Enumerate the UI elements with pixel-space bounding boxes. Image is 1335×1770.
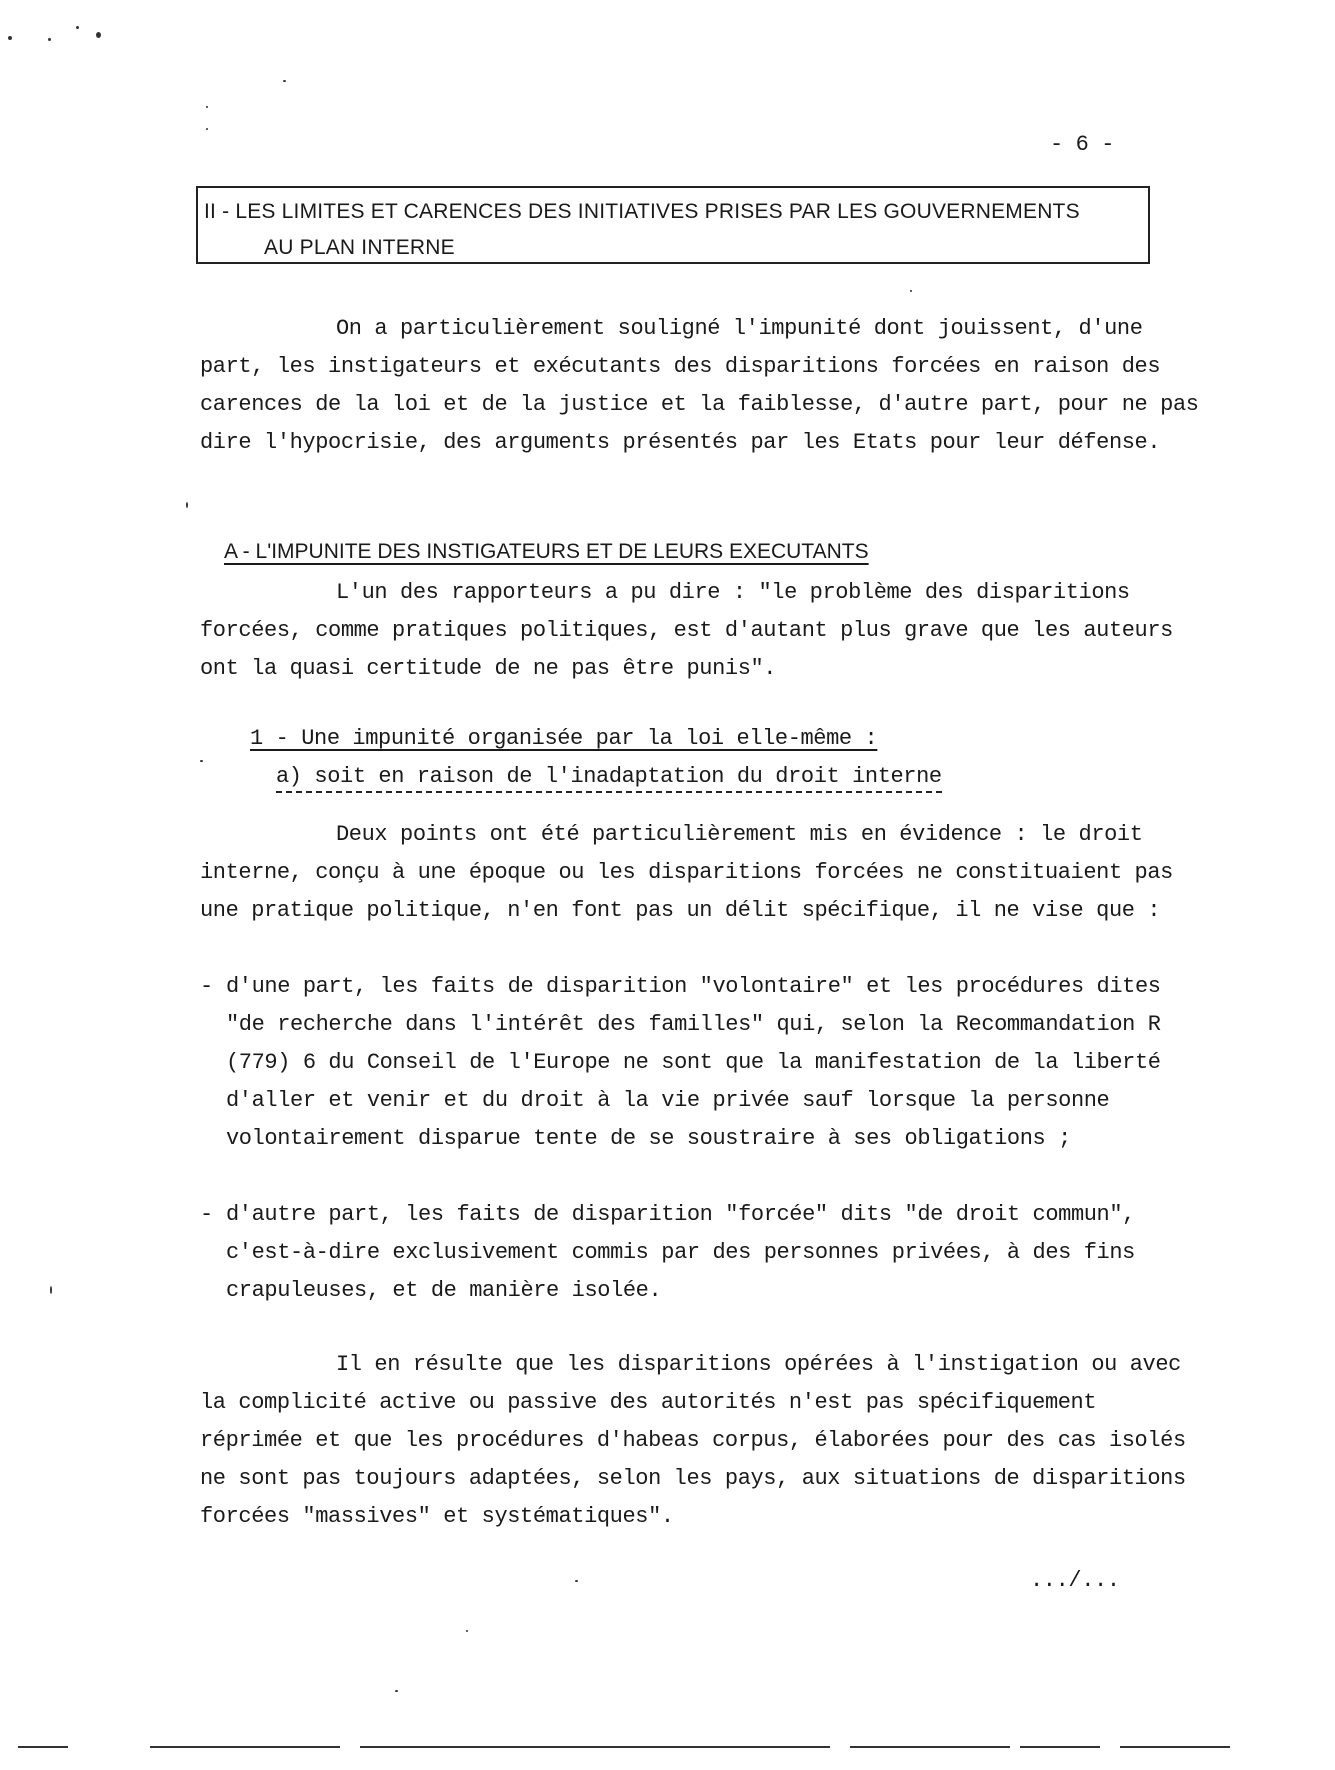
footer-rule	[1120, 1746, 1230, 1748]
footer-rule	[1020, 1746, 1100, 1748]
section-title-line1: II - LES LIMITES ET CARENCES DES INITIATIVES PRISES PAR LES GOUVERNEMENTS	[204, 200, 1080, 223]
paragraph-1a-text: Deux points ont été particulièrement mis en évidence : le droit interne, conçu à une époque ou les disparitions forcées ne constituaient pas une pratique politique, n'en font pas un délit spécifique, il ne vise que :	[200, 822, 1173, 923]
scan-speck	[76, 26, 79, 29]
footer-rule	[150, 1746, 340, 1748]
section-title-box	[196, 186, 1150, 264]
bullet-dash: -	[200, 1202, 213, 1227]
intro-paragraph-text: On a particulièrement souligné l'impunité dont jouissent, d'une part, les instigateurs et exécutants des disparitions forcées en raison des carences de la loi et de la justice et la faiblesse, d'autre part, pour ne pas dire l'hypocrisie, des arguments présentés par les Etats pour leur défense.	[200, 316, 1199, 455]
footer-rule	[360, 1746, 830, 1748]
intro-paragraph	[200, 310, 1200, 462]
scan-speck	[283, 80, 286, 82]
paragraph-a	[200, 574, 1200, 688]
scan-speck	[206, 106, 208, 108]
scan-speck	[186, 502, 188, 508]
page-number: - 6 -	[1050, 132, 1115, 157]
subheading-1: 1 - Une impunité organisée par la loi elle-même :	[250, 726, 878, 751]
scan-speck	[50, 1286, 52, 1294]
bullet-item	[200, 968, 1210, 1158]
closing-paragraph-text: Il en résulte que les disparitions opérées à l'instigation ou avec la complicité active ou passive des autorités n'est pas spécifiquement réprimée et que les procédures d'habeas corpus, élaborées pour des cas isolés ne sont pas toujours adaptées, selon les pays, aux situations de disparitions forcées "massives" et systématiques".	[200, 1352, 1186, 1529]
continuation-mark: .../...	[1030, 1568, 1120, 1593]
scan-speck	[8, 36, 12, 40]
bullet-item	[200, 1196, 1210, 1310]
scan-speck	[466, 1630, 468, 1632]
bullet-text: d'autre part, les faits de disparition "forcée" dits "de droit commun", c'est-à-dire exclusivement commis par des personnes privées, à des fins crapuleuses, et de manière isolée.	[226, 1202, 1135, 1303]
closing-paragraph	[200, 1346, 1200, 1536]
scan-speck	[395, 1690, 398, 1692]
section-title-line2: AU PLAN INTERNE	[264, 236, 455, 259]
footer-rule	[18, 1746, 68, 1748]
scan-speck	[575, 1580, 578, 1582]
footer-rule	[850, 1746, 1010, 1748]
scan-speck	[910, 290, 912, 292]
heading-a: A - L'IMPUNITE DES INSTIGATEURS ET DE LEURS EXECUTANTS	[224, 540, 869, 563]
bullet-dash: -	[200, 974, 213, 999]
scan-speck	[200, 760, 203, 762]
scan-speck	[48, 38, 51, 41]
scan-speck	[206, 128, 208, 130]
paragraph-a-text: L'un des rapporteurs a pu dire : "le problème des disparitions forcées, comme pratiques politiques, est d'autant plus grave que les auteurs ont la quasi certitude de ne pas être punis".	[200, 580, 1173, 681]
bullet-text: d'une part, les faits de disparition "volontaire" et les procédures dites "de recherche dans l'intérêt des familles" qui, selon la Recommandation R (779) 6 du Conseil de l'Europe ne sont que la manifestation de la liberté d'aller et venir et du droit à la vie privée sauf lorsque la personne volontairement disparue tente de se soustraire à ses obligations ;	[226, 974, 1161, 1151]
paragraph-1a	[200, 816, 1200, 930]
scan-speck	[96, 32, 101, 38]
subheading-1a: a) soit en raison de l'inadaptation du droit interne	[276, 764, 942, 793]
